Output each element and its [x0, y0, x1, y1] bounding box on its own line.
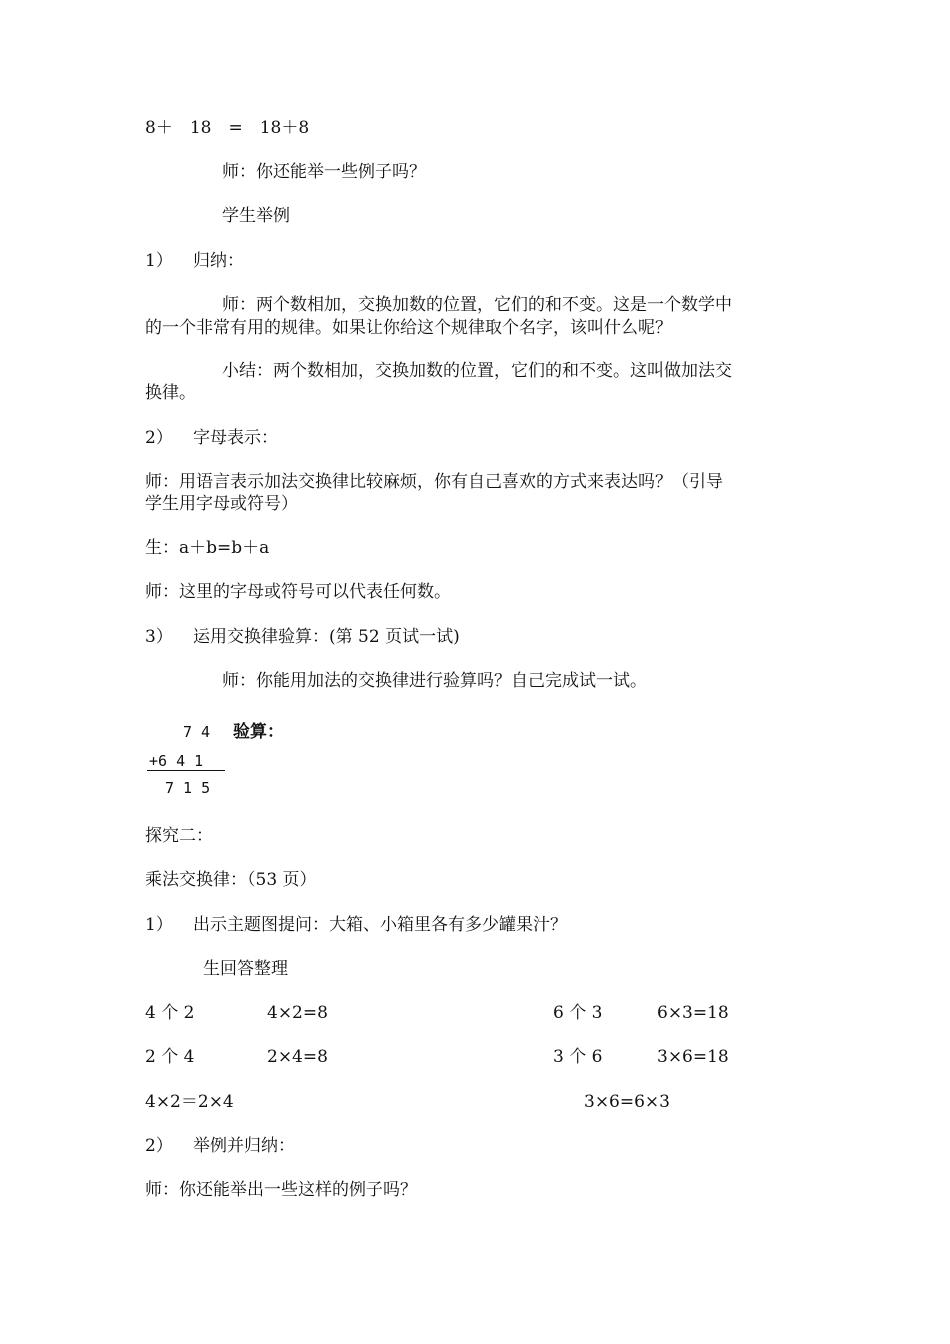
student-answer: 生回答整理 [203, 959, 288, 979]
table-cell: 3 个 6 [553, 1047, 603, 1067]
calc-check-label: 验算： [233, 722, 284, 742]
student-answer: 生：a＋b=b＋a [145, 538, 270, 558]
section-number: 1） [145, 251, 173, 271]
table-cell: 6×3=18 [657, 1003, 729, 1023]
section-heading: 举例并归纳： [193, 1136, 295, 1156]
section-number: 2） [145, 1136, 173, 1156]
table-cell: 2×4=8 [267, 1047, 328, 1067]
calc-addend-2: +6 4 1 [149, 752, 204, 770]
table-cell: 2 个 4 [145, 1047, 195, 1067]
summary-line: 小结：两个数相加，交换加数的位置，它们的和不变。这叫做加法交 [222, 361, 732, 381]
teacher-question: 师：你还能举出一些这样的例子吗？ [145, 1180, 417, 1200]
section-number: 3） [145, 627, 173, 647]
section-heading: 出示主题图提问：大箱、小箱里各有多少罐果汁？ [193, 915, 567, 935]
equation-line: 3×6=6×3 [584, 1092, 670, 1112]
calc-sum: 7 1 5 [165, 779, 211, 797]
section-number: 1） [145, 915, 173, 935]
section-heading: 运用交换律验算：(第 52 页试一试) [193, 627, 460, 647]
teacher-question: 师：你还能举一些例子吗？ [222, 162, 426, 182]
section-heading: 归纳： [193, 251, 244, 271]
table-cell: 4 个 2 [145, 1003, 195, 1023]
section-heading: 字母表示： [193, 428, 278, 448]
equation-line: 8＋ 18 = 18＋8 [145, 118, 310, 138]
paragraph-line: 师：用语言表示加法交换律比较麻烦，你有自己喜欢的方式来表达吗？（引导 [145, 472, 723, 492]
table-cell: 3×6=18 [657, 1047, 729, 1067]
equation-line: 4×2＝2×4 [145, 1092, 234, 1112]
paragraph-line: 学生用字母或符号） [145, 494, 298, 514]
summary-line: 换律。 [145, 383, 196, 403]
student-examples: 学生举例 [222, 206, 290, 226]
calc-underline [147, 770, 225, 771]
paragraph-line: 师：两个数相加，交换加数的位置，它们的和不变。这是一个数学中 [222, 295, 732, 315]
teacher-remark: 师：这里的字母或符号可以代表任何数。 [145, 582, 451, 602]
section-number: 2） [145, 428, 173, 448]
table-cell: 6 个 3 [553, 1003, 603, 1023]
table-cell: 4×2=8 [267, 1003, 328, 1023]
topic-title: 乘法交换律：（53 页） [145, 870, 317, 890]
paragraph-line: 的一个非常有用的规律。如果让你给这个规律取个名字，该叫什么呢？ [145, 318, 672, 338]
teacher-question: 师：你能用加法的交换律进行验算吗？自己完成试一试。 [222, 671, 647, 691]
calc-addend-1: 7 4 [183, 723, 211, 741]
section-title: 探究二： [145, 826, 213, 846]
